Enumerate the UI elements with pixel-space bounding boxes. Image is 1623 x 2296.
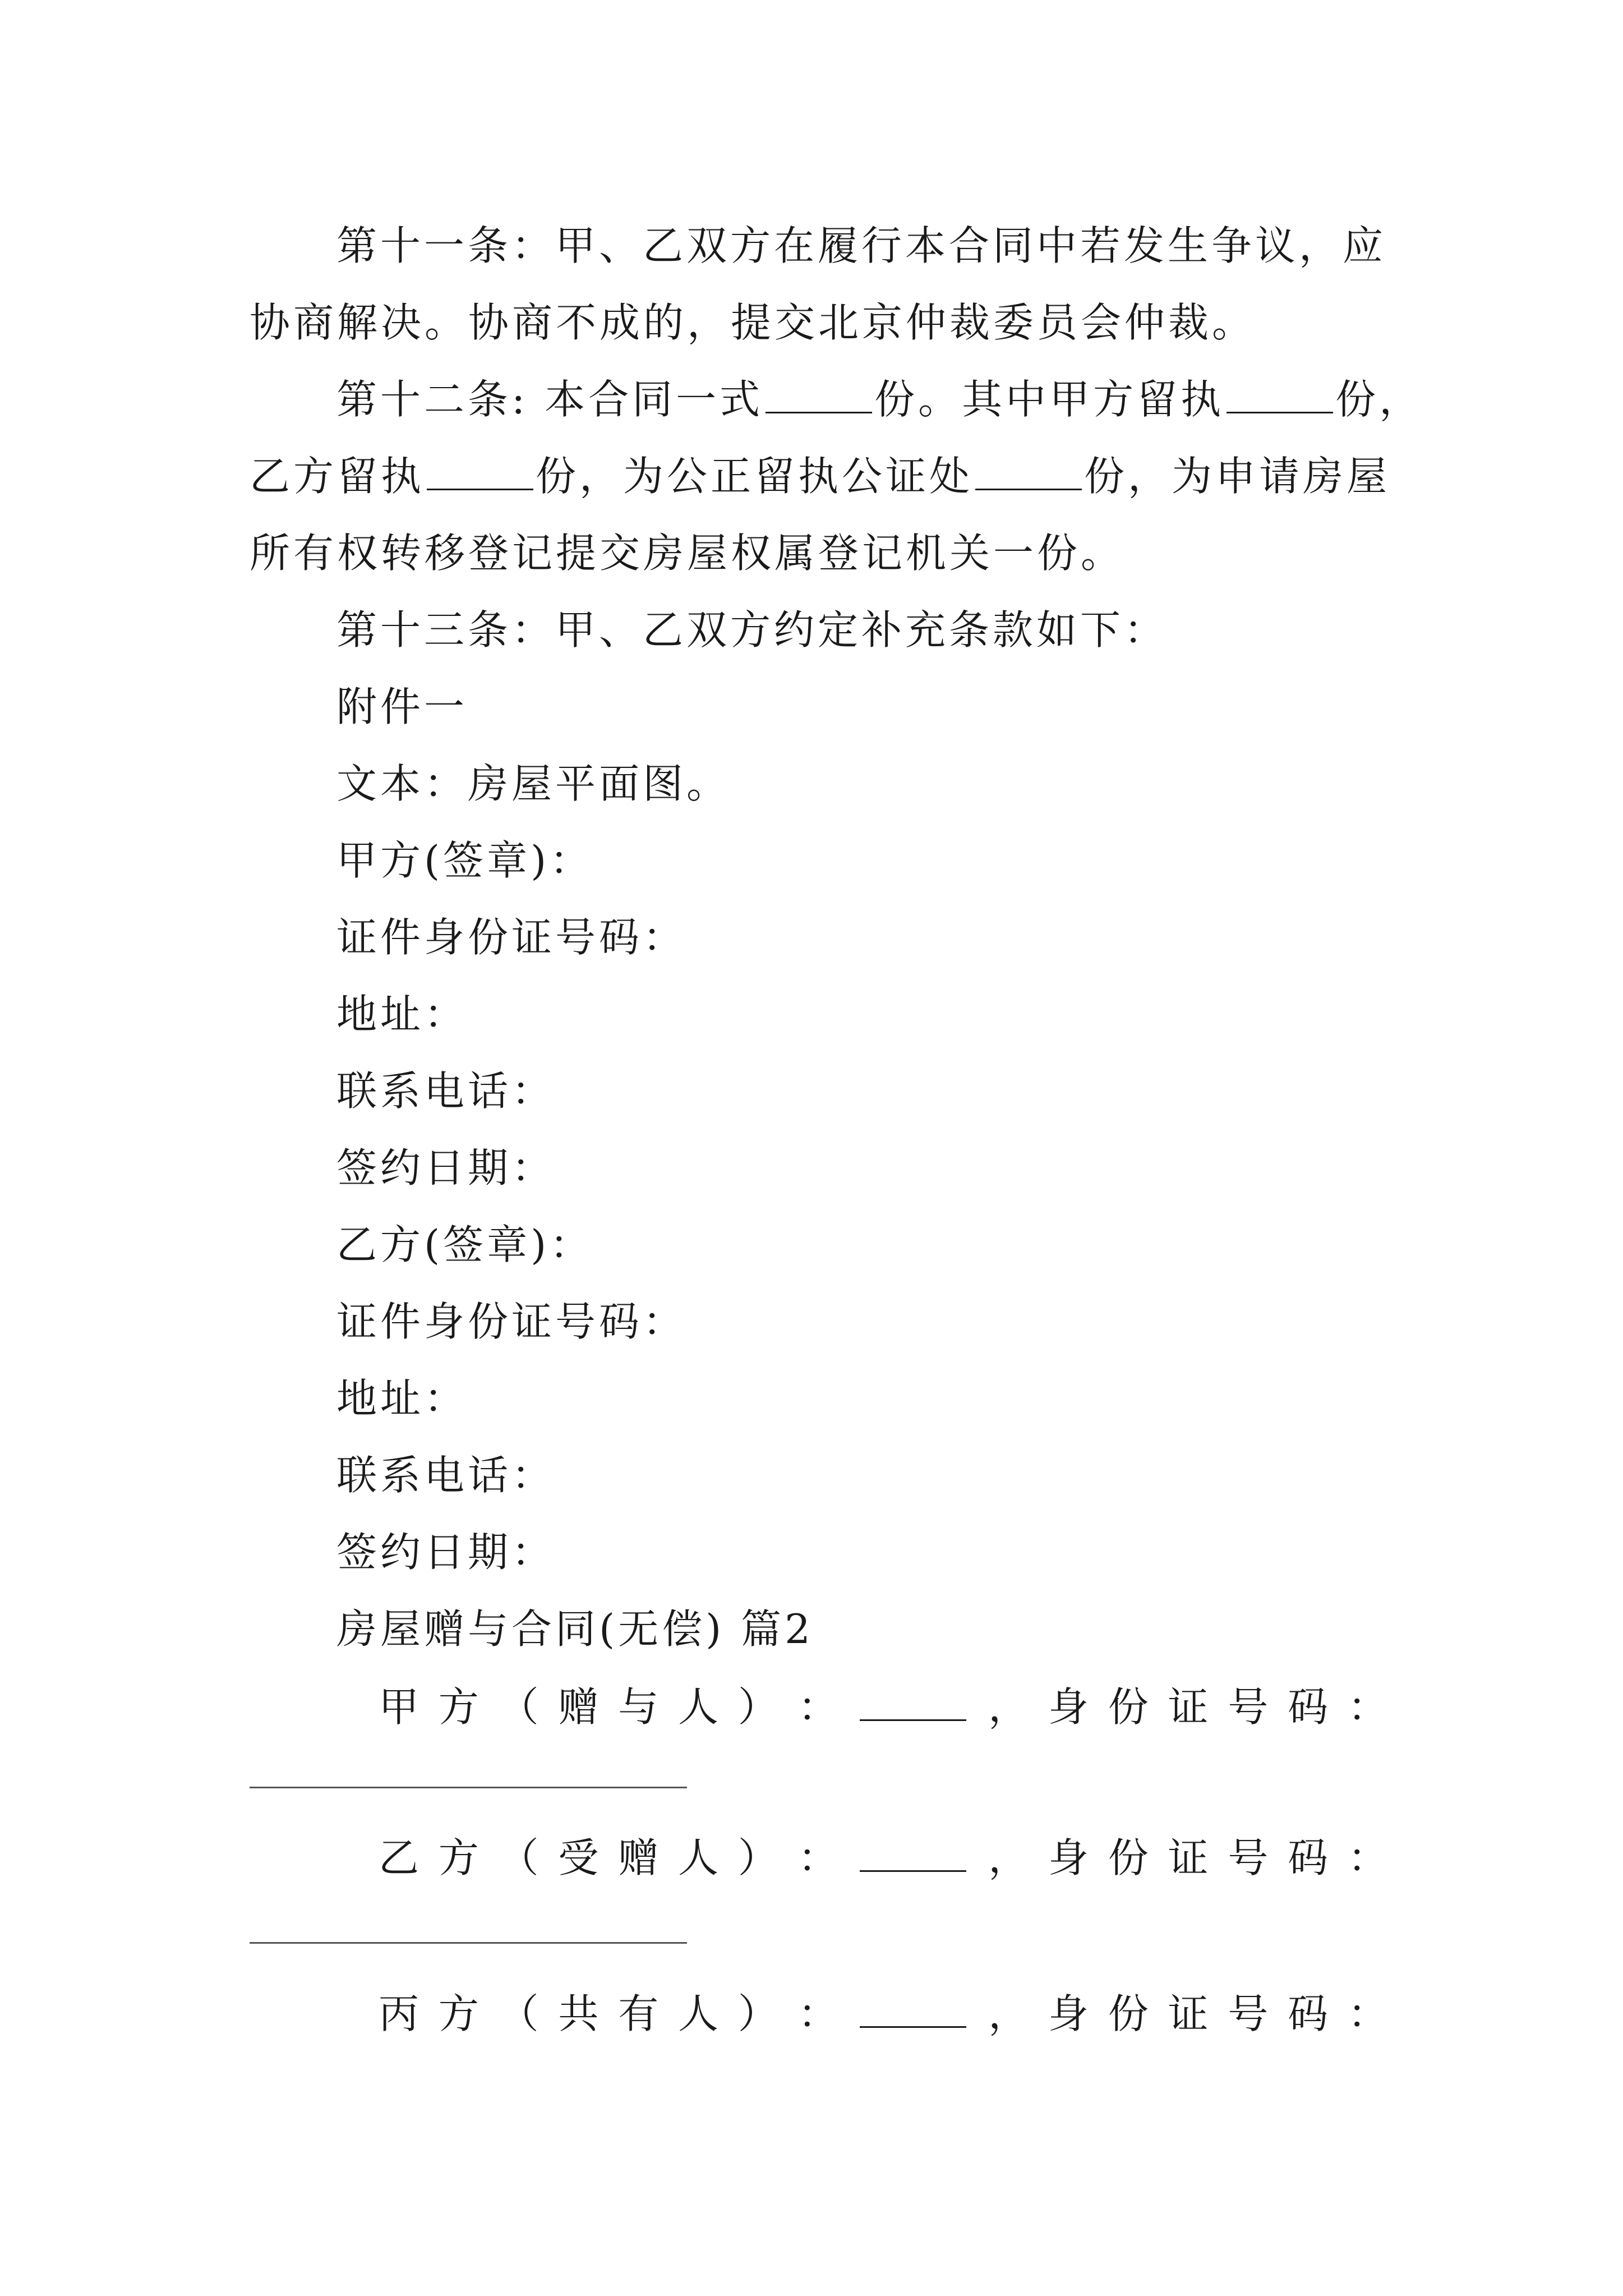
article-11-line-2: 协商解决。协商不成的，提交北京仲裁委员会仲裁。 [250, 299, 1256, 346]
label-char: 方 [438, 1990, 479, 2037]
id-label-char: 码 [1288, 1990, 1329, 2037]
party-a-signature: 甲方(签章)： [336, 837, 594, 884]
article-13: 第十三条：甲、乙双方约定补充条款如下： [336, 606, 1168, 654]
id-label-char: 身 [1048, 1834, 1089, 1881]
article-12-line-2 [250, 448, 1391, 504]
co-owner-name-blank [860, 1991, 966, 2028]
separator: ， [988, 1683, 1029, 1731]
id-label-char: ： [1347, 1834, 1388, 1881]
party-b-sign-date: 签约日期： [336, 1529, 556, 1576]
label-char: ） [737, 1683, 778, 1731]
label-char: 受 [558, 1834, 599, 1881]
donor-party-row [250, 1679, 1388, 1735]
party-b-address: 地址： [336, 1375, 468, 1422]
id-label-char: ： [1347, 1683, 1388, 1731]
label-char: 有 [618, 1990, 659, 2037]
label-char: ： [797, 1990, 838, 2037]
separator: ， [988, 1834, 1029, 1881]
label-char: 丙 [379, 1990, 419, 2037]
party-a-phone: 联系电话： [336, 1068, 556, 1115]
party-b-phone: 联系电话： [336, 1452, 556, 1499]
article-12-line-1 [336, 371, 1423, 427]
id-label-char: 号 [1228, 1683, 1269, 1731]
label-char: 与 [618, 1683, 659, 1731]
article-12-text-a: 第十二条: 本合同一式 [336, 376, 764, 423]
label-char: 人 [677, 1990, 718, 2037]
id-label-char: 身 [1048, 1990, 1089, 2037]
article-12-text-b: 份。其中甲方留执 [874, 376, 1225, 423]
label-char: （ [498, 1834, 539, 1881]
blank-copies-total [766, 377, 872, 413]
label-char: 赠 [558, 1683, 599, 1731]
label-char: ） [737, 1990, 778, 2037]
id-label-char: 证 [1168, 1834, 1209, 1881]
contract-2-title: 房屋赠与合同(无偿) 篇2 [336, 1605, 814, 1653]
id-label-char: 码 [1288, 1834, 1329, 1881]
article-12-text-f: 份，为申请房屋 [1084, 453, 1391, 500]
id-label-char: 份 [1108, 1990, 1149, 2037]
party-b-signature: 乙方(签章)： [336, 1221, 594, 1268]
label-char: ： [797, 1834, 838, 1881]
id-label-char: 份 [1108, 1683, 1149, 1731]
label-char: （ [498, 1990, 539, 2037]
co-owner-party-row [250, 1986, 1388, 2042]
id-label-char: 号 [1228, 1990, 1269, 2037]
donor-name-blank [860, 1685, 966, 1721]
article-12-line-3: 所有权转移登记提交房屋权属登记机关一份。 [250, 530, 1125, 577]
separator: ， [988, 1990, 1029, 2037]
id-label-char: 证 [1168, 1990, 1209, 2037]
article-11-line-1: 第十一条：甲、乙双方在履行本合同中若发生争议，应 [336, 222, 1387, 269]
donee-party-row [250, 1830, 1388, 1886]
party-a-sign-date: 签约日期： [336, 1144, 556, 1191]
donee-id-blank-line [250, 1942, 687, 1944]
label-char: 人 [677, 1683, 718, 1731]
donee-name-blank [860, 1835, 966, 1872]
label-char: 乙 [379, 1834, 419, 1881]
attachment-text: 文本：房屋平面图。 [336, 760, 731, 807]
label-char: 共 [558, 1990, 599, 2037]
label-char: 方 [438, 1834, 479, 1881]
party-a-id-number: 证件身份证号码： [336, 914, 687, 961]
blank-copies-notary [975, 454, 1082, 490]
label-char: 赠 [618, 1834, 659, 1881]
blank-copies-party-b [427, 454, 533, 490]
id-label-char: 份 [1108, 1834, 1149, 1881]
id-label-char: 号 [1228, 1834, 1269, 1881]
id-label-char: 码 [1288, 1683, 1329, 1731]
donor-id-blank-line [250, 1787, 687, 1788]
id-label-char: 身 [1048, 1683, 1089, 1731]
label-char: ） [737, 1834, 778, 1881]
article-12-text-c: 份， [1335, 376, 1423, 423]
label-char: 方 [438, 1683, 479, 1731]
party-a-address: 地址： [336, 991, 468, 1038]
label-char: ： [797, 1683, 838, 1731]
label-char: 甲 [379, 1683, 419, 1731]
party-b-id-number: 证件身份证号码： [336, 1298, 687, 1345]
blank-copies-party-a [1227, 377, 1333, 413]
label-char: 人 [677, 1834, 718, 1881]
attachment-heading: 附件一 [336, 683, 468, 730]
article-12-text-d: 乙方留执 [250, 453, 425, 500]
label-char: （ [498, 1683, 539, 1731]
id-label-char: 证 [1168, 1683, 1209, 1731]
id-label-char: ： [1347, 1990, 1388, 2037]
article-12-text-e: 份，为公正留执公证处 [536, 453, 974, 500]
